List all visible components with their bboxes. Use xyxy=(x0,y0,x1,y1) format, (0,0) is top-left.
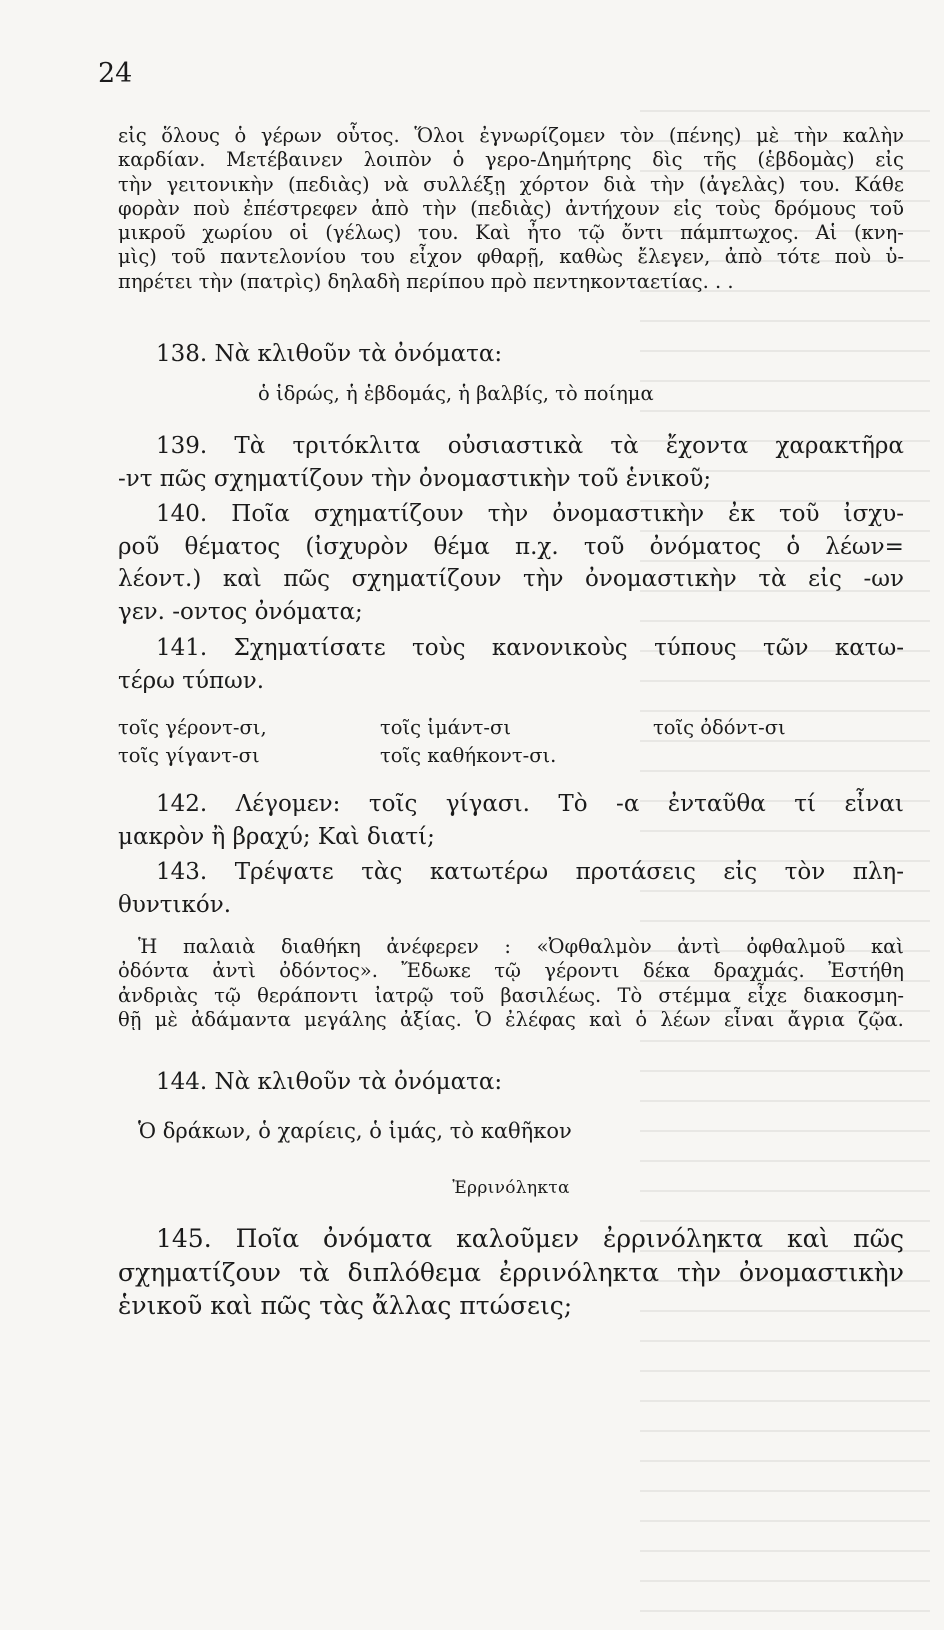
word: δὶς xyxy=(652,148,683,172)
word: βασιλέως. xyxy=(500,983,602,1007)
form-item: τοῖς γέροντ-σι, xyxy=(118,716,267,739)
word: σχηματίζουν xyxy=(118,1257,281,1287)
text-line xyxy=(118,221,904,245)
word: σχηματίζουν xyxy=(351,566,502,593)
word-list: ὁ ἱδρώς, ἡ ἑβδομάς, ἡ βαλβίς, τὸ ποίημα xyxy=(258,382,654,405)
word: δραχμάς. xyxy=(713,959,805,983)
word: ἰατρῷ xyxy=(374,983,434,1007)
word: γειτονικὴν xyxy=(166,172,274,196)
word: τῷ xyxy=(214,983,241,1007)
form-item: τοῖς ἱμάντ-σι xyxy=(380,716,511,739)
word: καὶ xyxy=(870,935,904,958)
exercise-142 xyxy=(118,788,904,853)
word: ὁ xyxy=(635,1007,648,1031)
word: φορὰν xyxy=(118,196,180,220)
word: θέμα xyxy=(433,533,490,560)
word: οὗτος. xyxy=(336,124,400,147)
word: εἶναι xyxy=(723,1007,775,1031)
word: τὰ xyxy=(758,566,787,593)
text-line xyxy=(118,1222,904,1256)
word: ὁ xyxy=(786,533,801,560)
word: πάμπτωχος. xyxy=(680,221,799,245)
word: 140. xyxy=(156,501,208,527)
word: χόρτον xyxy=(519,172,590,196)
word: ὄντι xyxy=(621,221,664,245)
word: (ἑβδομὰς) xyxy=(757,148,855,172)
word: τριτόκλιτα xyxy=(292,433,421,459)
word: εἶχε xyxy=(747,983,788,1007)
word: ὀνόματα xyxy=(323,1224,433,1253)
word: γέροντι xyxy=(544,959,620,983)
word: καθὼς xyxy=(559,245,624,269)
word: Τὸ xyxy=(558,791,588,817)
word: κατωτέρω xyxy=(429,859,549,885)
word: ὀνόματος xyxy=(649,533,762,560)
exercise-138 xyxy=(118,338,904,371)
word: ὀδόντος». xyxy=(279,959,378,983)
word: τοῦ xyxy=(778,501,820,527)
form-item: τοῖς καθήκοντ-σι. xyxy=(380,744,557,767)
word: ὅλους xyxy=(161,124,220,147)
word: εἰς xyxy=(118,124,147,147)
word: (πένης) xyxy=(668,124,742,147)
text-line xyxy=(118,935,904,959)
word: (ἀγελὰς) xyxy=(698,172,786,196)
word: γερο-Δημήτρης xyxy=(485,148,632,172)
word: ὀνομαστικὴν xyxy=(739,1257,904,1287)
exercise-144 xyxy=(118,1066,904,1099)
text-line xyxy=(118,959,904,983)
word: (γέλως) xyxy=(325,221,402,245)
section-heading-wrap xyxy=(118,1178,904,1198)
word: ὀνομαστικὴν xyxy=(585,566,737,593)
word: παντελονίου xyxy=(220,245,347,269)
word: π.χ. xyxy=(514,533,559,560)
word: ζῷα. xyxy=(858,1007,904,1031)
word: ροῦ xyxy=(118,533,160,560)
word: μεγάλης xyxy=(304,1007,387,1031)
word: τῆς xyxy=(703,148,737,172)
word: χαρακτῆρα xyxy=(775,433,904,459)
word: θέματος xyxy=(184,533,281,560)
word: ἀνέφερεν xyxy=(386,935,479,958)
text-line xyxy=(118,632,904,665)
word: τότε xyxy=(776,245,821,269)
word: ἰσχυ- xyxy=(843,501,904,527)
word: τοῦ xyxy=(171,245,206,269)
word: τοῦ xyxy=(449,983,485,1007)
word: στέμμα xyxy=(658,983,732,1007)
word: Ποῖα xyxy=(231,501,290,527)
word: εἰς xyxy=(808,566,842,593)
word: Καὶ xyxy=(475,221,511,245)
word: τῷ xyxy=(578,221,605,245)
word: τοῦ xyxy=(869,196,904,220)
word: ὑ- xyxy=(885,245,904,269)
word: διακοσμη- xyxy=(803,983,904,1007)
exercise-138-words xyxy=(118,382,904,406)
text-line xyxy=(118,856,904,889)
word: διαθήκη xyxy=(280,935,361,958)
text-line: ἑνικοῦ καὶ πῶς τὰς ἄλλας πτώσεις; xyxy=(118,1291,573,1320)
word: ἔχοντα xyxy=(665,433,749,459)
word: ἐκ xyxy=(728,501,755,527)
word: ἦτο xyxy=(527,221,562,245)
page-number: 24 xyxy=(98,58,133,89)
word: τὰ xyxy=(298,1257,330,1287)
word: εἰς xyxy=(875,148,904,172)
word: Τὸ xyxy=(617,983,643,1007)
word: Ὅλοι xyxy=(414,124,465,147)
exercise-141 xyxy=(118,632,904,697)
word: δρόμους xyxy=(774,196,857,220)
word: τὰς xyxy=(361,859,403,885)
word: θεράποντι xyxy=(257,983,359,1007)
word: πλη- xyxy=(852,859,904,885)
word: οὐσιαστικὰ xyxy=(447,433,584,459)
word: καρδίαν. xyxy=(118,148,206,172)
word: μὶς) xyxy=(118,245,157,269)
text-line xyxy=(118,148,904,172)
word: ἐλέφας xyxy=(505,1007,576,1031)
word: τῶν xyxy=(762,635,809,661)
word: καὶ xyxy=(786,1224,830,1253)
word: τὴν xyxy=(118,172,153,196)
word: εἰς xyxy=(673,196,702,220)
word: Ὁ xyxy=(475,1007,492,1031)
word: (πεδιὰς) xyxy=(470,196,552,220)
word: προτάσεις xyxy=(575,859,696,885)
word: Τὰ xyxy=(234,433,266,459)
word: τὸν xyxy=(784,859,826,885)
word: Ποῖα xyxy=(235,1224,300,1253)
word: ἐγνωρίζομεν xyxy=(479,124,606,147)
word-list: Ὁ δράκων, ὁ χαρίεις, ὁ ἱμάς, τὸ καθῆκον xyxy=(138,1119,572,1143)
word: πῶς xyxy=(853,1224,904,1253)
word: ἀπὸ xyxy=(371,196,409,220)
form-item: τοῖς ὀδόντ-σι xyxy=(653,716,786,739)
word: καὶ xyxy=(589,1007,623,1031)
word: Σχηματίσατε xyxy=(233,635,386,661)
word: «Ὀφθαλμὸν xyxy=(536,935,652,958)
word: θῇ xyxy=(118,1007,142,1031)
word: -ων xyxy=(863,566,904,593)
word: ἔλεγεν, xyxy=(637,245,711,269)
word: πῶς xyxy=(283,566,331,593)
word: λέων xyxy=(660,1007,711,1031)
word: φθαρῇ, xyxy=(476,245,545,269)
word: ὀφθαλμοῦ xyxy=(746,935,846,958)
forms-row xyxy=(118,744,904,772)
word: τῷ xyxy=(494,959,521,983)
word: 141. xyxy=(156,635,208,661)
text-line xyxy=(118,498,904,531)
word: καλὴν xyxy=(842,124,904,147)
word: τοὺς xyxy=(715,196,761,220)
word: Ἔδωκε xyxy=(401,959,471,983)
exercise-143-sentences xyxy=(118,935,904,1032)
word: παλαιὰ xyxy=(182,935,256,958)
word: τὰ xyxy=(610,433,639,459)
word: ὁ xyxy=(452,148,465,172)
word: μὲ xyxy=(756,124,780,147)
word: ὀνομαστικὴν xyxy=(552,501,705,527)
word: λέοντ.) xyxy=(118,566,202,593)
word: τοῖς xyxy=(368,791,418,817)
word: διπλόθεμα xyxy=(347,1257,481,1287)
word: ἐπέστρεφεν xyxy=(243,196,358,220)
word: τοῦ xyxy=(583,533,625,560)
word: κατω- xyxy=(834,635,904,661)
word: κανονικοὺς xyxy=(491,635,628,661)
exercise-141-forms xyxy=(118,716,904,772)
word: του. xyxy=(799,172,841,196)
word: ἀπὸ xyxy=(724,245,763,269)
exercise-143 xyxy=(118,856,904,921)
word: νὰ xyxy=(383,172,409,196)
word: καὶ xyxy=(222,566,262,593)
forms-row xyxy=(118,716,904,744)
word: 139. xyxy=(156,433,208,459)
word: ὀδόντα xyxy=(118,959,190,983)
word: ἐρρινόληκτα xyxy=(603,1224,764,1253)
text-line: μακρὸν ἢ βραχύ; Καὶ διατί; xyxy=(118,823,435,850)
word: 142. xyxy=(156,791,208,817)
word: ὁ xyxy=(234,124,247,147)
word: ποὺ xyxy=(834,245,872,269)
word: (πεδιὰς) xyxy=(287,172,370,196)
word: δέκα xyxy=(642,959,691,983)
text-line xyxy=(118,563,904,596)
word: μὲ xyxy=(154,1007,178,1031)
text-line xyxy=(118,430,904,463)
word: ποὺ xyxy=(193,196,230,220)
word: Τρέψατε xyxy=(234,859,334,885)
exercise-title: 144. Νὰ κλιθοῦν τὰ ὀνόματα: xyxy=(156,1069,503,1095)
word: τὴν xyxy=(487,501,529,527)
word: λοιπὸν xyxy=(363,148,432,172)
text-line: -ντ πῶς σχηματίζουν τὴν ὀνομαστικὴν τοῦ ἑνικοῦ; xyxy=(118,465,712,492)
text-line: τέρω τύπων. xyxy=(118,667,265,694)
text-line xyxy=(118,531,904,564)
word: του xyxy=(360,245,395,269)
word: του. xyxy=(418,221,459,245)
word: Αἱ xyxy=(815,221,838,245)
word: 143. xyxy=(156,859,208,885)
word: καλοῦμεν xyxy=(456,1224,580,1253)
word: σχηματίζουν xyxy=(313,501,464,527)
word: συλλέξῃ xyxy=(423,172,506,196)
word: τὴν xyxy=(523,566,564,593)
word: 145. xyxy=(156,1224,212,1253)
text-line xyxy=(118,124,904,148)
exercise-145 xyxy=(118,1222,904,1323)
text-line: πηρέτει τὴν (πατρὶς) δηλαδὴ περίπου πρὸ πεντηκονταετίας. . . xyxy=(118,269,734,293)
text-line xyxy=(118,1008,904,1032)
exercise-144-words xyxy=(118,1116,904,1146)
word: τύπους xyxy=(654,635,737,661)
word: ἐρρινόληκτα xyxy=(499,1257,660,1287)
word: τί xyxy=(794,791,816,817)
word: τὴν xyxy=(650,172,685,196)
word: Ἡ xyxy=(138,935,158,958)
exercise-139 xyxy=(118,430,904,495)
word: ἄγρια xyxy=(787,1007,845,1031)
word: τὴν xyxy=(677,1257,722,1287)
word: ἀδάμαντα xyxy=(191,1007,291,1031)
word: τὴν xyxy=(793,124,829,147)
text-line xyxy=(118,197,904,221)
exercise-140 xyxy=(118,498,904,628)
text-line xyxy=(118,788,904,821)
word: εἶναι xyxy=(844,791,904,817)
word: χωρίου xyxy=(202,221,273,245)
word: (ἰσχυρὸν xyxy=(305,533,409,560)
word: ἀξίας. xyxy=(400,1007,462,1031)
word: οἱ xyxy=(289,221,309,245)
word: Ἐστήθη xyxy=(828,959,904,983)
word: ἐνταῦθα xyxy=(667,791,766,817)
word: ἀντὶ xyxy=(677,935,721,958)
word: γέρων xyxy=(260,124,322,147)
word: (κνη- xyxy=(853,221,904,245)
word: τοὺς xyxy=(412,635,466,661)
word: ἀνδριὰς xyxy=(118,983,198,1007)
word: γίγασι. xyxy=(445,791,530,817)
word: μικροῦ xyxy=(118,221,186,245)
text-line xyxy=(118,245,904,269)
word: διὰ xyxy=(603,172,636,196)
word: εἶχον xyxy=(409,245,463,269)
exercise-title: 138. Νὰ κλιθοῦν τὰ ὀνόματα: xyxy=(156,341,503,367)
word: λέων= xyxy=(825,533,904,560)
word: τὴν xyxy=(422,196,457,220)
word: ἀντὶ xyxy=(212,959,256,983)
text-line xyxy=(118,984,904,1008)
word: -α xyxy=(616,791,640,817)
text-line xyxy=(118,1256,904,1290)
text-line xyxy=(118,173,904,197)
word: Λέγομεν: xyxy=(235,791,341,817)
form-item: τοῖς γίγαντ-σι xyxy=(118,744,260,767)
word: : xyxy=(504,935,511,958)
paragraph-intro xyxy=(118,124,904,294)
word: Κάθε xyxy=(854,172,904,196)
text-line: θυντικόν. xyxy=(118,891,232,918)
text-line: γεν. -οντος ὀνόματα; xyxy=(118,598,363,625)
word: εἰς xyxy=(723,859,758,885)
word: Μετέβαινεν xyxy=(226,148,343,172)
word: τὸν xyxy=(619,124,655,147)
word: ἀντήχουν xyxy=(565,196,660,220)
section-heading: Ἐρρινόληκτα xyxy=(452,1178,570,1198)
